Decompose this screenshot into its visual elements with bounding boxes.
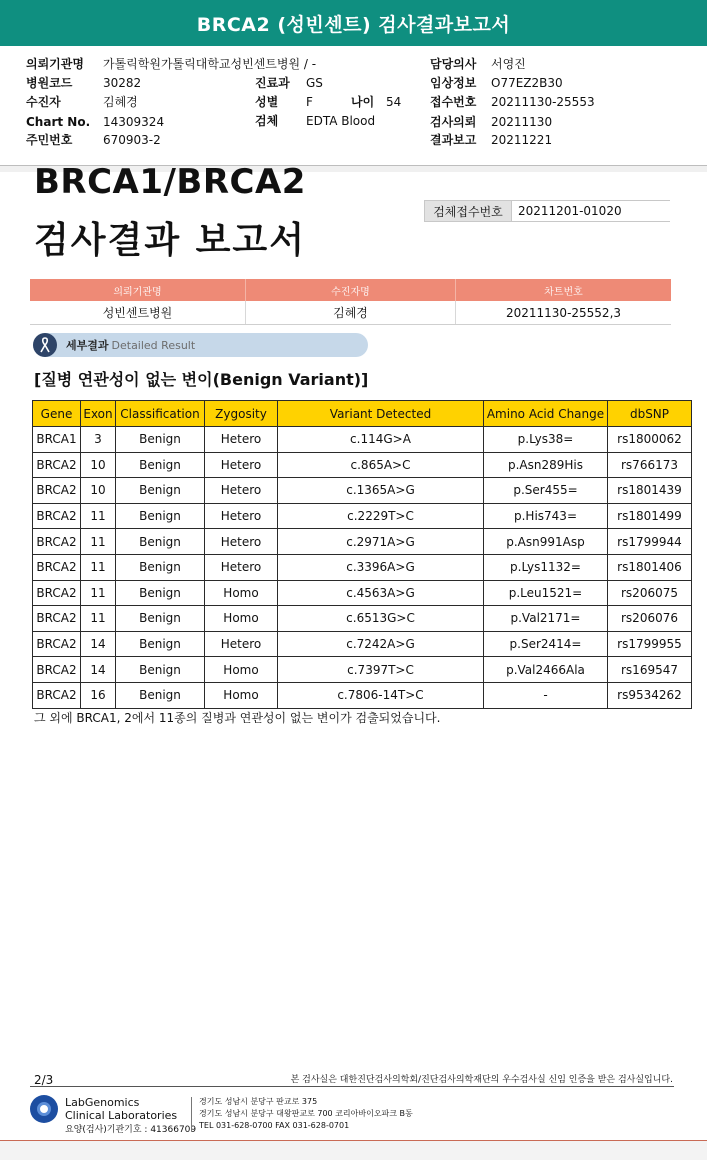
- pill-label-en: Detailed Result: [111, 338, 196, 352]
- cell-variant: c.7242A>G: [278, 631, 484, 657]
- patient-label: 수진자: [26, 95, 61, 109]
- footnote: 그 외에 BRCA1, 2에서 11종의 질병과 연관성이 없는 변이가 검출되었습니다.: [34, 711, 441, 725]
- table-row: [33, 478, 692, 504]
- cell-variant: c.1365A>G: [278, 478, 484, 504]
- table-row: [33, 631, 692, 657]
- cell-zygosity: Hetero: [205, 427, 278, 453]
- cell-gene: BRCA2: [33, 580, 81, 606]
- cell-dbsnp: rs9534262: [608, 682, 692, 708]
- receipt-value: 20211130-25553: [491, 95, 595, 109]
- cell-classification: Benign: [116, 606, 205, 632]
- cell-exon: 11: [81, 503, 116, 529]
- cell-dbsnp: rs1799944: [608, 529, 692, 555]
- cell-variant: c.4563A>G: [278, 580, 484, 606]
- cell-zygosity: Homo: [205, 606, 278, 632]
- cell-amino-acid: p.Lys1132=: [484, 554, 608, 580]
- header-amino-acid: Amino Acid Change: [484, 401, 608, 427]
- cell-classification: Benign: [116, 529, 205, 555]
- cell-gene: BRCA2: [33, 631, 81, 657]
- bottom-band: [0, 1140, 707, 1160]
- cell-amino-acid: p.Val2171=: [484, 606, 608, 632]
- cell-variant: c.3396A>G: [278, 554, 484, 580]
- info-value-row: [30, 301, 671, 325]
- request-value: 20211130: [491, 115, 553, 129]
- cell-exon: 3: [81, 427, 116, 453]
- lab-name-line-1: LabGenomics: [65, 1096, 140, 1109]
- cell-amino-acid: p.Ser455=: [484, 478, 608, 504]
- table-row: [33, 529, 692, 555]
- clinical-label: 임상정보: [430, 76, 477, 90]
- info-value-hospital: 성빈센트병원: [102, 306, 173, 320]
- address-line-2: 경기도 성남시 분당구 대왕판교로 700 코리아바이오파크 B동: [199, 1109, 413, 1118]
- table-row: [33, 554, 692, 580]
- info-value-patient: 김혜경: [245, 301, 455, 324]
- cell-zygosity: Hetero: [205, 554, 278, 580]
- cell-gene: BRCA2: [33, 478, 81, 504]
- lab-name-line-2: Clinical Laboratories: [65, 1109, 178, 1122]
- info-header-chart: 차트번호: [455, 279, 671, 301]
- info-header-hospital: 의뢰기관명: [113, 286, 162, 298]
- cell-classification: Benign: [116, 631, 205, 657]
- sex-label: 성별: [255, 95, 279, 109]
- hospital-code-label: 병원코드: [26, 76, 73, 90]
- hospital-value: 가톨릭학원가톨릭대학교성빈센트병원 / -: [103, 57, 317, 71]
- cell-variant: c.6513G>C: [278, 606, 484, 632]
- doctor-label: 담당의사: [430, 57, 477, 71]
- cell-classification: Benign: [116, 554, 205, 580]
- age-label: 나이: [351, 95, 375, 109]
- cell-dbsnp: rs206076: [608, 606, 692, 632]
- info-value-chart: 20211130-25552,3: [455, 301, 671, 324]
- cell-dbsnp: rs1801499: [608, 503, 692, 529]
- header-classification: Classification: [116, 401, 205, 427]
- cell-dbsnp: rs1801439: [608, 478, 692, 504]
- variant-table: [32, 400, 692, 709]
- variant-header-row: [33, 401, 692, 427]
- cell-dbsnp: rs169547: [608, 657, 692, 683]
- big-title-line-2: 검사결과 보고서: [34, 220, 306, 261]
- cell-zygosity: Hetero: [205, 631, 278, 657]
- footer-vertical-divider: [191, 1097, 192, 1131]
- header-exon: Exon: [81, 401, 116, 427]
- specimen-value: EDTA Blood: [306, 114, 376, 128]
- receipt-label: 접수번호: [430, 95, 477, 109]
- table-row: [33, 606, 692, 632]
- cell-gene: BRCA2: [33, 682, 81, 708]
- cell-zygosity: Hetero: [205, 529, 278, 555]
- request-label: 검사의뢰: [430, 115, 477, 129]
- cell-exon: 14: [81, 631, 116, 657]
- sex-value: F: [306, 95, 313, 109]
- result-value: 20211221: [491, 133, 553, 147]
- header-zygosity: Zygosity: [205, 401, 278, 427]
- lab-address: [199, 1096, 413, 1132]
- cell-amino-acid: p.Asn991Asp: [484, 529, 608, 555]
- doctor-value: 서영진: [491, 57, 526, 71]
- accession-label: 검체접수번호: [424, 200, 512, 222]
- labgenomics-logo-icon: [30, 1095, 58, 1123]
- clinical-value: O77EZ2B30: [491, 76, 563, 90]
- cell-gene: BRCA1: [33, 427, 81, 453]
- resident-value: 670903-2: [103, 133, 161, 147]
- lab-name: [65, 1096, 177, 1122]
- cell-zygosity: Hetero: [205, 478, 278, 504]
- cell-dbsnp: rs1800062: [608, 427, 692, 453]
- table-row: [33, 452, 692, 478]
- cell-classification: Benign: [116, 682, 205, 708]
- cell-exon: 14: [81, 657, 116, 683]
- cell-amino-acid: -: [484, 682, 608, 708]
- variant-table-body: [33, 427, 692, 709]
- cell-variant: c.2229T>C: [278, 503, 484, 529]
- cell-zygosity: Hetero: [205, 452, 278, 478]
- report-title-bar: [0, 0, 707, 46]
- cell-classification: Benign: [116, 452, 205, 478]
- cell-dbsnp: rs766173: [608, 452, 692, 478]
- info-header-row: [30, 279, 671, 301]
- page-number: 2/3: [34, 1073, 54, 1087]
- big-title-line-1: BRCA1/BRCA2: [34, 162, 306, 202]
- certification-text: 본 검사실은 대한진단검사의학회/진단검사의학재단의 우수검사실 신임 인증을 받은 검사실입니다.: [290, 1075, 673, 1085]
- cell-amino-acid: p.Lys38=: [484, 427, 608, 453]
- section-title: [질병 연관성이 없는 변이(Benign Variant)]: [34, 370, 369, 389]
- resident-label: 주민번호: [26, 133, 73, 147]
- cell-gene: BRCA2: [33, 503, 81, 529]
- cell-gene: BRCA2: [33, 529, 81, 555]
- cell-classification: Benign: [116, 478, 205, 504]
- cell-classification: Benign: [116, 580, 205, 606]
- cell-gene: BRCA2: [33, 657, 81, 683]
- table-row: [33, 580, 692, 606]
- cell-variant: c.2971A>G: [278, 529, 484, 555]
- cell-amino-acid: p.Val2466Ala: [484, 657, 608, 683]
- cell-classification: Benign: [116, 503, 205, 529]
- cell-dbsnp: rs206075: [608, 580, 692, 606]
- cell-exon: 10: [81, 452, 116, 478]
- info-header-patient: 수진자명: [245, 279, 455, 301]
- cell-variant: c.7806-14T>C: [278, 682, 484, 708]
- table-row: [33, 427, 692, 453]
- chart-label: Chart No.: [26, 115, 91, 129]
- cell-amino-acid: p.Asn289His: [484, 452, 608, 478]
- report-title: BRCA2 (성빈센트) 검사결과보고서: [196, 13, 511, 36]
- header-dbsnp: dbSNP: [608, 401, 692, 427]
- lab-code: 요양(검사)기관기호 : 41366709: [65, 1125, 197, 1135]
- cell-gene: BRCA2: [33, 554, 81, 580]
- cell-exon: 11: [81, 554, 116, 580]
- specimen-label: 검체: [255, 114, 279, 128]
- table-row: [33, 503, 692, 529]
- hospital-label: 의뢰기관명: [26, 57, 84, 71]
- cell-variant: c.114G>A: [278, 427, 484, 453]
- accession-value: 20211201-01020: [512, 200, 670, 222]
- cell-zygosity: Homo: [205, 580, 278, 606]
- dept-value: GS: [306, 76, 323, 90]
- cell-zygosity: Homo: [205, 682, 278, 708]
- address-line-3: TEL 031-628-0700 FAX 031-628-0701: [199, 1121, 350, 1130]
- cell-dbsnp: rs1801406: [608, 554, 692, 580]
- header-variant: Variant Detected: [278, 401, 484, 427]
- cell-dbsnp: rs1799955: [608, 631, 692, 657]
- result-label: 결과보고: [430, 133, 477, 147]
- cell-amino-acid: p.Ser2414=: [484, 631, 608, 657]
- cell-amino-acid: p.His743=: [484, 503, 608, 529]
- address-line-1: 경기도 성남시 분당구 판교로 375: [199, 1097, 318, 1106]
- patient-header: [0, 54, 707, 166]
- cell-amino-acid: p.Leu1521=: [484, 580, 608, 606]
- table-row: [33, 682, 692, 708]
- table-row: [33, 657, 692, 683]
- cell-gene: BRCA2: [33, 606, 81, 632]
- cell-gene: BRCA2: [33, 452, 81, 478]
- age-value: 54: [386, 95, 402, 109]
- header-gene: Gene: [33, 401, 81, 427]
- awareness-ribbon-icon: [33, 333, 57, 357]
- cell-variant: c.7397T>C: [278, 657, 484, 683]
- footer-divider: [30, 1086, 674, 1087]
- cell-exon: 11: [81, 580, 116, 606]
- patient-value: 김혜경: [103, 95, 138, 109]
- pill-label-ko: 세부결과: [66, 339, 109, 352]
- info-table: [30, 279, 671, 325]
- cell-zygosity: Homo: [205, 657, 278, 683]
- cell-variant: c.865A>C: [278, 452, 484, 478]
- dept-label: 진료과: [255, 76, 290, 90]
- cell-exon: 11: [81, 529, 116, 555]
- cell-exon: 10: [81, 478, 116, 504]
- cell-exon: 11: [81, 606, 116, 632]
- cell-zygosity: Hetero: [205, 503, 278, 529]
- cell-classification: Benign: [116, 657, 205, 683]
- chart-value: 14309324: [103, 115, 165, 129]
- cell-exon: 16: [81, 682, 116, 708]
- cell-classification: Benign: [116, 427, 205, 453]
- hospital-code-value: 30282: [103, 76, 142, 90]
- detailed-result-pill: [33, 333, 368, 357]
